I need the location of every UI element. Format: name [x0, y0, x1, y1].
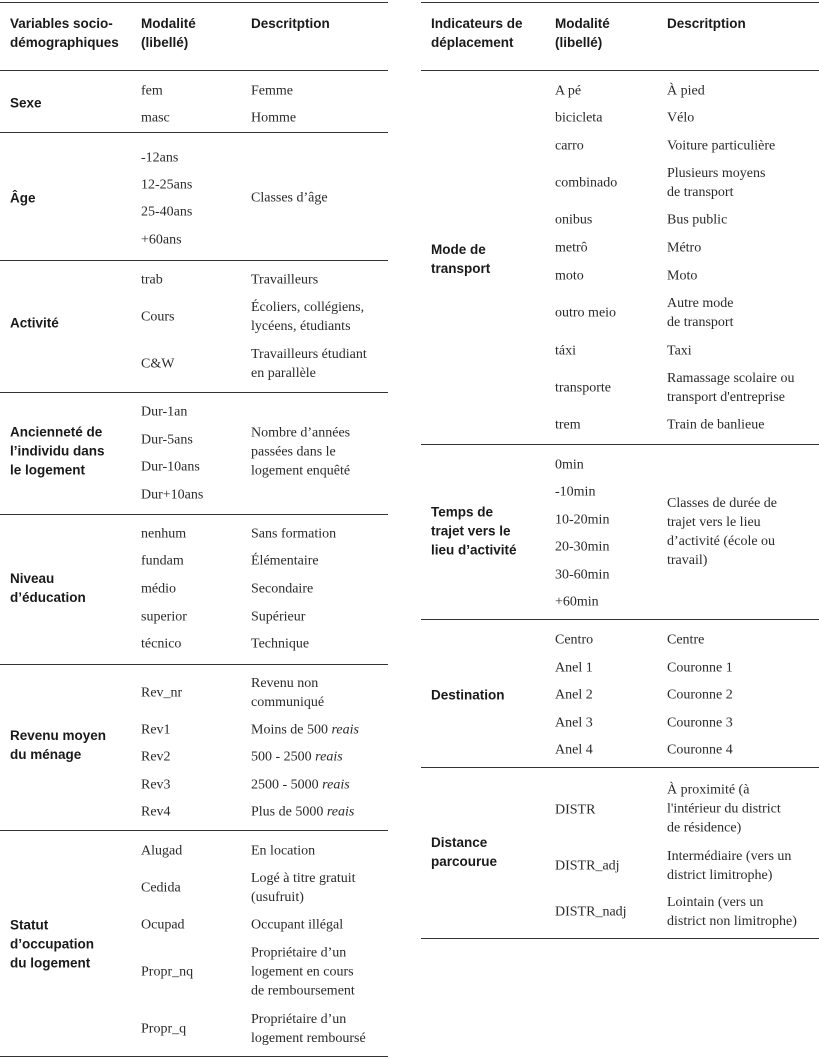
description-cell: Centre — [667, 632, 705, 648]
group-label: Niveau d’éducation — [10, 571, 86, 605]
modalite-cell: 0min — [555, 457, 584, 473]
group-distance — [421, 767, 819, 939]
description-cell: Taxi — [667, 343, 692, 359]
modalite-cell: Rev_nr — [141, 685, 183, 701]
modalite-cell: Anel 4 — [555, 742, 593, 758]
description-cell: Technique — [251, 636, 310, 652]
description-cell: Propriétaire d’un logement remboursé — [251, 1012, 366, 1046]
description-cell: Vélo — [667, 110, 695, 126]
group-label: Statut d’occupation du logement — [10, 917, 94, 971]
description-cell: Plus de 5000 reais — [251, 804, 355, 820]
description-cell: 500 - 2500 reais — [251, 749, 343, 765]
modalite-cell: Anel 1 — [555, 660, 593, 676]
modalite-cell: transporte — [555, 380, 611, 396]
description-cell: Femme — [251, 83, 293, 99]
group-mode-transport — [421, 70, 819, 445]
header-modalite: Modalité (libellé) — [141, 16, 196, 50]
modalite-cell: -10min — [555, 484, 596, 500]
description-cell: Revenu non communiqué — [251, 676, 325, 710]
description-cell: Écoliers, collégiens, lycéens, étudiants — [251, 300, 365, 334]
group-label: Destination — [431, 687, 505, 703]
modalite-cell: Propr_q — [141, 1021, 187, 1037]
description-cell: Propriétaire d’un logement en cours de remboursement — [251, 945, 355, 999]
description-cell: Sans formation — [251, 526, 337, 542]
currency-unit: reais — [322, 777, 350, 793]
group-activite — [0, 260, 388, 393]
description-cell: Travailleurs étudiant en parallèle — [251, 347, 367, 381]
group-statut-occupation — [0, 830, 388, 1057]
description-cell: Moto — [667, 268, 698, 284]
description-cell: Occupant illégal — [251, 917, 344, 933]
group-destination — [421, 619, 819, 768]
modalite-cell: Rev1 — [141, 722, 171, 738]
modalite-cell: onibus — [555, 212, 593, 228]
header-indicateurs: Indicateurs de déplacement — [431, 16, 523, 50]
modalite-cell: fundam — [141, 553, 184, 569]
group-label: Temps de trajet vers le lieu d’activité — [431, 504, 517, 558]
description-cell: Moins de 500 reais — [251, 722, 359, 738]
description-cell: Train de banlieue — [667, 417, 765, 433]
description-cell: Intermédiaire (vers un district limitrophe) — [667, 849, 792, 883]
modalite-cell: +60min — [555, 594, 599, 610]
header-description: Descritption — [251, 16, 330, 31]
table-top-rule — [421, 2, 819, 3]
group-label: Revenu moyen du ménage — [10, 728, 107, 762]
modalite-cell: fem — [141, 83, 163, 99]
description-cell: En location — [251, 843, 316, 859]
group-revenu — [0, 664, 388, 831]
modalite-cell: Dur-1an — [141, 404, 188, 420]
description-cell: Couronne 3 — [667, 715, 733, 731]
description-cell: Bus public — [667, 212, 728, 228]
group-temps-trajet — [421, 444, 819, 620]
modalite-cell: médio — [141, 581, 176, 597]
currency-unit: reais — [326, 804, 355, 820]
group-label: Distance parcourue — [431, 835, 498, 869]
group-label: Mode de transport — [431, 242, 491, 276]
modalite-cell: trab — [141, 272, 163, 288]
group-age — [0, 132, 388, 261]
modalite-cell: trem — [555, 417, 581, 433]
description-cell: Voiture particulière — [667, 138, 776, 154]
group-sexe — [0, 70, 388, 133]
modalite-cell: Anel 2 — [555, 687, 593, 703]
description-cell: À proximité (à l'intérieur du district de résidence) — [667, 782, 781, 836]
currency-unit: reais — [331, 722, 359, 738]
modalite-cell: técnico — [141, 636, 182, 652]
currency-unit: reais — [315, 749, 343, 765]
modalite-cell: 20-30min — [555, 539, 610, 555]
modalite-cell: masc — [141, 110, 170, 126]
modalite-cell: Centro — [555, 632, 594, 648]
modalite-cell: Dur+10ans — [141, 487, 204, 503]
modalite-cell: 12-25ans — [141, 177, 193, 193]
modalite-cell: outro meio — [555, 305, 617, 321]
modalite-cell: DISTR — [555, 802, 596, 818]
description-cell: 2500 - 5000 reais — [251, 777, 350, 793]
modalite-cell: Propr_nq — [141, 964, 194, 980]
modalite-cell: DISTR_nadj — [555, 904, 627, 920]
modalite-cell: Rev3 — [141, 777, 171, 793]
group-label: Sexe — [10, 95, 42, 111]
description-cell: Ramassage scolaire ou transport d'entreprise — [667, 371, 795, 405]
table-top-rule — [0, 2, 388, 3]
modalite-cell: bicicleta — [555, 110, 603, 126]
modalite-cell: 30-60min — [555, 567, 610, 583]
modalite-cell: nenhum — [141, 526, 187, 542]
modalite-cell: 10-20min — [555, 512, 610, 528]
header-variables: Variables socio- démographiques — [10, 16, 119, 50]
description-cell: Métro — [667, 240, 702, 256]
group-label: Âge — [10, 190, 36, 206]
modalite-cell: Cedida — [141, 880, 181, 896]
group-anciennete — [0, 392, 388, 515]
modalite-cell: 25-40ans — [141, 204, 193, 220]
modalite-cell: Cours — [141, 309, 175, 325]
description-cell: Élémentaire — [251, 553, 319, 569]
description-cell: Lointain (vers un district non limitrophe) — [667, 895, 797, 929]
description-cell: Nombre d’années passées dans le logement enquêté — [251, 425, 351, 479]
modalite-cell: A pé — [555, 83, 582, 99]
description-cell: Plusieurs moyens de transport — [667, 166, 766, 200]
description-cell: Logé à titre gratuit (usufruit) — [251, 871, 356, 905]
description-cell: Travailleurs — [251, 272, 319, 288]
group-niveau-education — [0, 514, 388, 665]
description-cell: Homme — [251, 110, 297, 126]
group-label: Ancienneté de l’individu dans le logement — [10, 424, 105, 478]
modalite-cell: Ocupad — [141, 917, 185, 933]
modalite-cell: DISTR_adj — [555, 858, 620, 874]
header-description: Descritption — [667, 16, 746, 31]
description-cell: Couronne 1 — [667, 660, 733, 676]
modalite-cell: -12ans — [141, 150, 179, 166]
modalite-cell: Anel 3 — [555, 715, 593, 731]
group-label: Activité — [10, 315, 59, 331]
header-modalite: Modalité (libellé) — [555, 16, 610, 50]
description-cell: À pied — [667, 83, 705, 99]
description-cell: Autre mode de transport — [667, 296, 734, 330]
modalite-cell: Rev4 — [141, 804, 171, 820]
description-cell: Secondaire — [251, 581, 314, 597]
modalite-cell: superior — [141, 609, 187, 625]
description-cell: Couronne 2 — [667, 687, 733, 703]
modalite-cell: táxi — [555, 343, 576, 359]
description-cell: Couronne 4 — [667, 742, 733, 758]
modalite-cell: moto — [555, 268, 584, 284]
modalite-cell: +60ans — [141, 232, 182, 248]
modalite-cell: combinado — [555, 175, 618, 191]
modalite-cell: C&W — [141, 356, 175, 372]
modalite-cell: metrô — [555, 240, 588, 256]
description-cell: Supérieur — [251, 609, 306, 625]
modalite-cell: Dur-5ans — [141, 432, 193, 448]
description-cell: Classes de durée de trajet vers le lieu d’activité (école ou travail) — [667, 496, 778, 568]
modalite-cell: Alugad — [141, 843, 183, 859]
modalite-cell: carro — [555, 138, 584, 154]
modalite-cell: Rev2 — [141, 749, 171, 765]
description-cell: Classes d’âge — [251, 190, 328, 206]
modalite-cell: Dur-10ans — [141, 459, 200, 475]
